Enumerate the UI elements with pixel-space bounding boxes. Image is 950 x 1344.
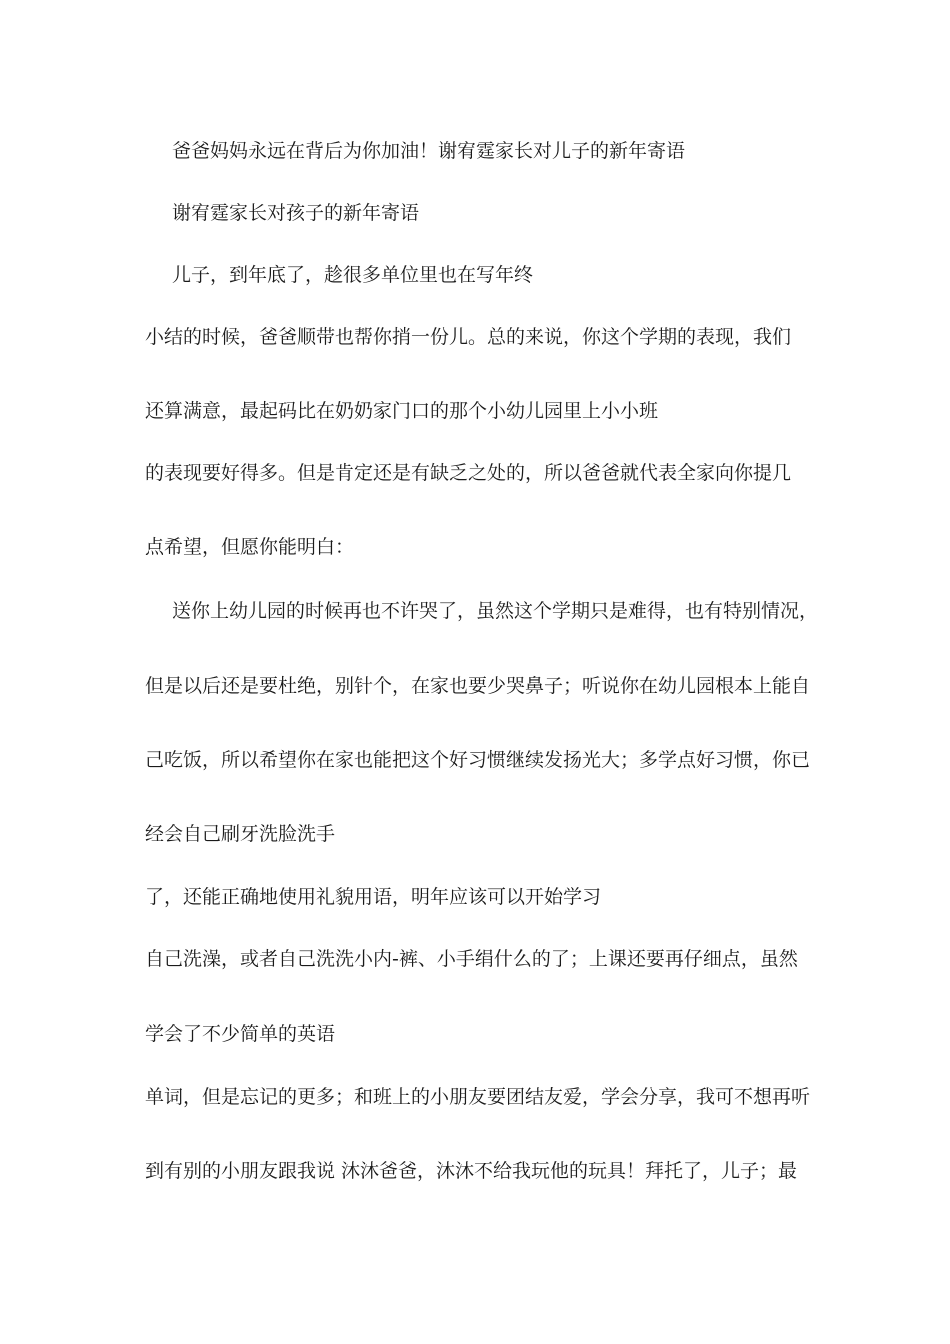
paragraph-line: 经会自己刷牙洗脸洗手: [145, 823, 336, 845]
paragraph-line: 小结的时候，爸爸顺带也帮你捎一份儿。总的来说，你这个学期的表现，我们: [145, 326, 792, 348]
paragraph-line: 自己洗澡，或者自己洗洗小内-裤、小手绢什么的了；上课还要再仔细点，虽然: [145, 948, 798, 970]
paragraph-line: 但是以后还是要杜绝，别针个，在家也要少哭鼻子；听说你在幼儿园根本上能自: [145, 675, 811, 697]
paragraph-line: 单词，但是忘记的更多；和班上的小朋友要团结友爱，学会分享，我可不想再听: [145, 1086, 811, 1108]
paragraph-line: 还算满意，最起码比在奶奶家门口的那个小幼儿园里上小小班: [145, 400, 659, 422]
paragraph-line: 到有别的小朋友跟我说 沐沐爸爸，沐沐不给我玩他的玩具！拜托了，儿子；最: [145, 1160, 798, 1182]
document-subtitle: 谢宥霆家长对孩子的新年寄语: [172, 202, 420, 224]
paragraph-line: 学会了不少简单的英语: [145, 1023, 336, 1045]
paragraph-line: 儿子，到年底了，趁很多单位里也在写年终: [172, 264, 534, 286]
paragraph-line: 己吃饭，所以希望你在家也能把这个好习惯继续发扬光大；多学点好习惯，你已: [145, 749, 811, 771]
paragraph-line: 的表现要好得多。但是肯定还是有缺乏之处的，所以爸爸就代表全家向你提几: [145, 462, 792, 484]
document-title: 爸爸妈妈永远在背后为你加油！谢宥霆家长对儿子的新年寄语: [172, 140, 686, 162]
paragraph-line: 了，还能正确地使用礼貌用语，明年应该可以开始学习: [145, 886, 602, 908]
paragraph-line: 送你上幼儿园的时候再也不许哭了，虽然这个学期只是难得，也有特别情况，: [172, 600, 819, 622]
paragraph-line: 点希望，但愿你能明白：: [145, 536, 355, 558]
